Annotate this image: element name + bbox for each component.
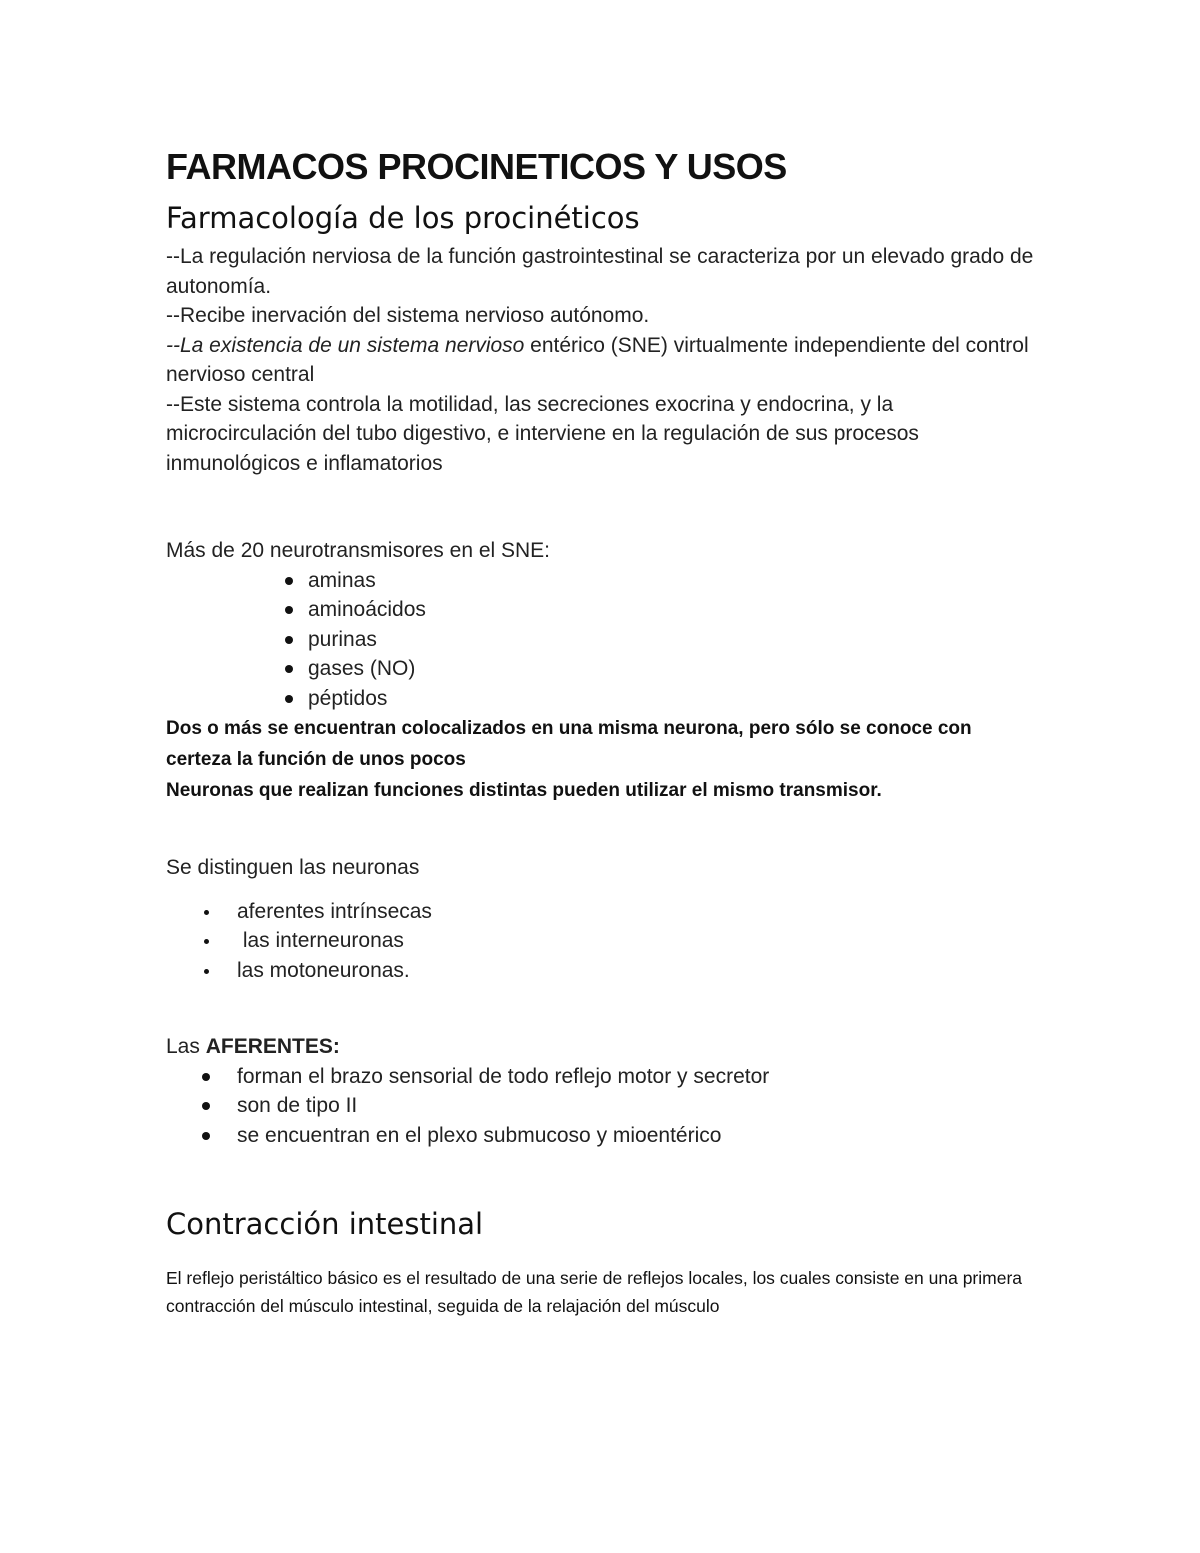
bold-note-colocalized: Dos o más se encuentran colocalizados en una misma neurona, pero sólo se conoce con certeza la función de unos pocos — [166, 718, 972, 770]
paragraph-regulation: --La regulación nerviosa de la función gastrointestinal se caracteriza por un elevado grado de autonomía. — [166, 245, 1034, 298]
bullet-icon — [204, 910, 209, 915]
section-heading-pharmacology: Farmacología de los procinéticos — [166, 201, 640, 235]
list-item: forman el brazo sensorial de todo reflejo motor y secretor — [166, 1062, 1036, 1092]
text-fragment: entérico (SNE) virtualmente independiente del control nervioso central — [166, 333, 1029, 386]
list-item: las motoneuronas. — [166, 956, 1036, 986]
bullet-icon — [202, 1102, 210, 1110]
bold-note-same-transmitter: Neuronas que realizan funciones distintas pueden utilizar el mismo transmisor. — [166, 780, 882, 801]
neurons-intro: Se distinguen las neuronas — [166, 856, 420, 879]
paragraph-innervation: --Recibe inervación del sistema nervioso autónomo. — [166, 304, 650, 327]
bullet-icon — [285, 665, 293, 673]
neurotransmitters-intro: Más de 20 neurotransmisores en el SNE: — [166, 539, 551, 562]
afferents-list — [166, 1062, 1036, 1151]
list-item: son de tipo II — [166, 1091, 1036, 1121]
bullet-icon — [285, 695, 293, 703]
section-heading-contraction: Contracción intestinal — [166, 1207, 484, 1241]
list-item: gases (NO) — [166, 654, 1036, 684]
bullet-icon — [204, 969, 209, 974]
neurons-list — [166, 897, 1036, 986]
afferents-intro: Las AFERENTES: — [166, 1035, 340, 1058]
paragraph-peristaltic-reflex: El reflejo peristáltico básico es el resultado de una serie de reflejos locales, los cuales consiste en una primera contracción del músculo intestinal, seguida de la relajación del músculo — [166, 1268, 1023, 1316]
bullet-icon — [285, 636, 293, 644]
neurotransmitters-list — [166, 566, 1036, 714]
list-item: se encuentran en el plexo submucoso y mioentérico — [166, 1121, 1036, 1151]
document-title: FARMACOS PROCINETICOS Y USOS — [166, 146, 787, 187]
bullet-icon — [285, 606, 293, 614]
bullet-icon — [202, 1073, 210, 1081]
paragraph-system-control: --Este sistema controla la motilidad, las secreciones exocrina y endocrina, y la microcirculación del tubo digestivo, e interviene en la regulación de sus procesos inmunológicos e inflamatorios — [166, 392, 919, 475]
bullet-icon — [202, 1132, 210, 1140]
list-item: aferentes intrínsecas — [166, 897, 1036, 927]
afferents-bold-label: AFERENTES: — [205, 1035, 340, 1058]
bullet-icon — [204, 939, 209, 944]
list-item: purinas — [166, 625, 1036, 655]
list-item: péptidos — [166, 684, 1036, 714]
document-content — [166, 140, 1036, 1320]
italic-fragment: --La existencia de un sistema nervioso — [166, 333, 525, 357]
paragraph-enteric-system — [166, 331, 1036, 390]
bullet-icon — [285, 577, 293, 585]
list-item: aminas — [166, 566, 1036, 596]
list-item: aminoácidos — [166, 595, 1036, 625]
list-item: las interneuronas — [166, 926, 1036, 956]
